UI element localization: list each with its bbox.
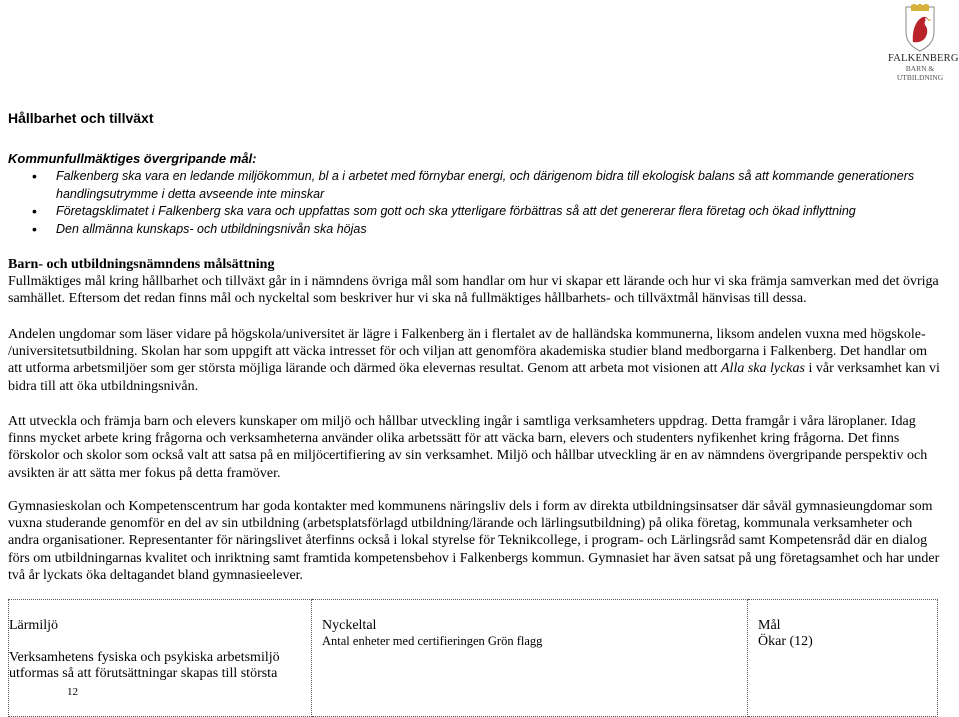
column-header: Lärmiljö	[9, 618, 58, 633]
paragraph-4: Gymnasieskolan och Kompetenscentrum har goda kontakter med kommunens näringsliv dels i form av direkta utbildningsinsatser där såväl gymnasieungdomar som vuxna studerande genomför en del av sin utbildning (arbetsplatsförlagd utbildning/lärande och lärlingsutbildning) på olika företag, kommunala verksamheter och andra organisationer. Representanter för näringslivet återfinns också i lokal styrelse för Teknikcollege, i program- och Lärlingsråd samt Kompetensråd där en dialog förs om utbildningarnas kvalitet och inriktning samt framtida kompetensbehov i Falkenbergs kommun. Gymnasiet har även satsat på ung företagsamhet och har under två år lyckats öka deltagandet bland gymnasieelever.	[8, 499, 940, 583]
logo-subtitle: BARN & UTBILDNING	[896, 64, 944, 82]
paragraph-2-text: Andelen ungdomar som läser vidare på högskola/universitet är lägre i Falkenberg än i flertalet av de halländska kommunerna, liksom andelen vuxna med högskole- /universitetsutbildning. Skolan har som uppgift att väcka intresset för och viljan att genomföra akademiska studier bland medborgarna i Falkenberg. Det handlar om att utforma arbetsmiljöer som ger största möjliga lärande och därmed öka elevernas resultat. Genom att arbeta mot visionen att	[8, 327, 927, 377]
cell-text: Verksamhetens fysiska och psykiska arbetsmiljö utformas så att förutsättningar skapas till största	[9, 650, 280, 681]
goals-list	[8, 168, 938, 238]
paragraph-3: Att utveckla och främja barn och elevers kunskaper om miljö och hållbar utveckling ingår i samtliga verksamheters uppdrag. Detta framgår i våra läroplaner. Idag finns mycket arbete kring frågorna och verksamheterna använder olika arbetssätt för att väcka barn, elevers och studenters nyfikenhet kring frågorna. Det finns förskolor och skolor som också valt att satsa på en miljöcertifiering av sin verksamhet. Miljö och hållbar utveckling är en av nämndens övergripande perspektiv och avsikten är att sätta mer fokus på detta framöver.	[8, 414, 928, 481]
section-title: Barn- och utbildningsnämndens målsättning	[8, 257, 275, 272]
paragraph-2	[8, 326, 943, 395]
kpi-table	[8, 599, 938, 717]
page-title: Hållbarhet och tillväxt	[8, 110, 154, 126]
paragraph: Fullmäktiges mål kring hållbarhet och tillväxt går in i nämndens övriga mål som handlar om hur vi skapar ett lärande och hur vi ska främja samverkan med det övriga samhället. Eftersom det redan finns mål och nyckeltal som beskriver hur vi ska nå fullmäktiges hållbarhets- och tillväxtmål hänvisas till dessa.	[8, 274, 939, 307]
vision-quote: Alla ska lyckas	[721, 361, 805, 377]
column-header: Mål	[758, 618, 781, 633]
coat-of-arms-icon	[903, 4, 937, 52]
goal-item: • Företagsklimatet i Falkenberg ska vara och uppfattas som gott och ska ytterligare förbättras så att det genererar flera företag och ökad inflyttning	[8, 203, 938, 221]
paragraph-2-end: i vår verksamhet kan vi bidra till att öka utbildningsnivån.	[8, 361, 940, 394]
section-block	[8, 256, 943, 308]
goal-item: • Den allmänna kunskaps- och utbildningsnivån ska höjas	[8, 221, 938, 239]
goal-item: • Falkenberg ska vara en ledande miljökommun, bl a i arbetet med förnybar energi, och därigenom bidra till ekologisk balans så att kommande generationers handlingsutrymme i detta avseende inte minskar	[8, 168, 938, 203]
logo-name: FALKENBERG	[888, 53, 959, 64]
goals-title: Kommunfullmäktiges övergripande mål:	[8, 151, 257, 166]
page-number: 12	[67, 686, 78, 698]
cell-text: Ökar (12)	[758, 634, 813, 649]
falkenberg-logo	[888, 4, 959, 82]
column-header: Nyckeltal	[322, 618, 377, 633]
cell-text: Antal enheter med certifieringen Grön flagg	[322, 634, 543, 648]
